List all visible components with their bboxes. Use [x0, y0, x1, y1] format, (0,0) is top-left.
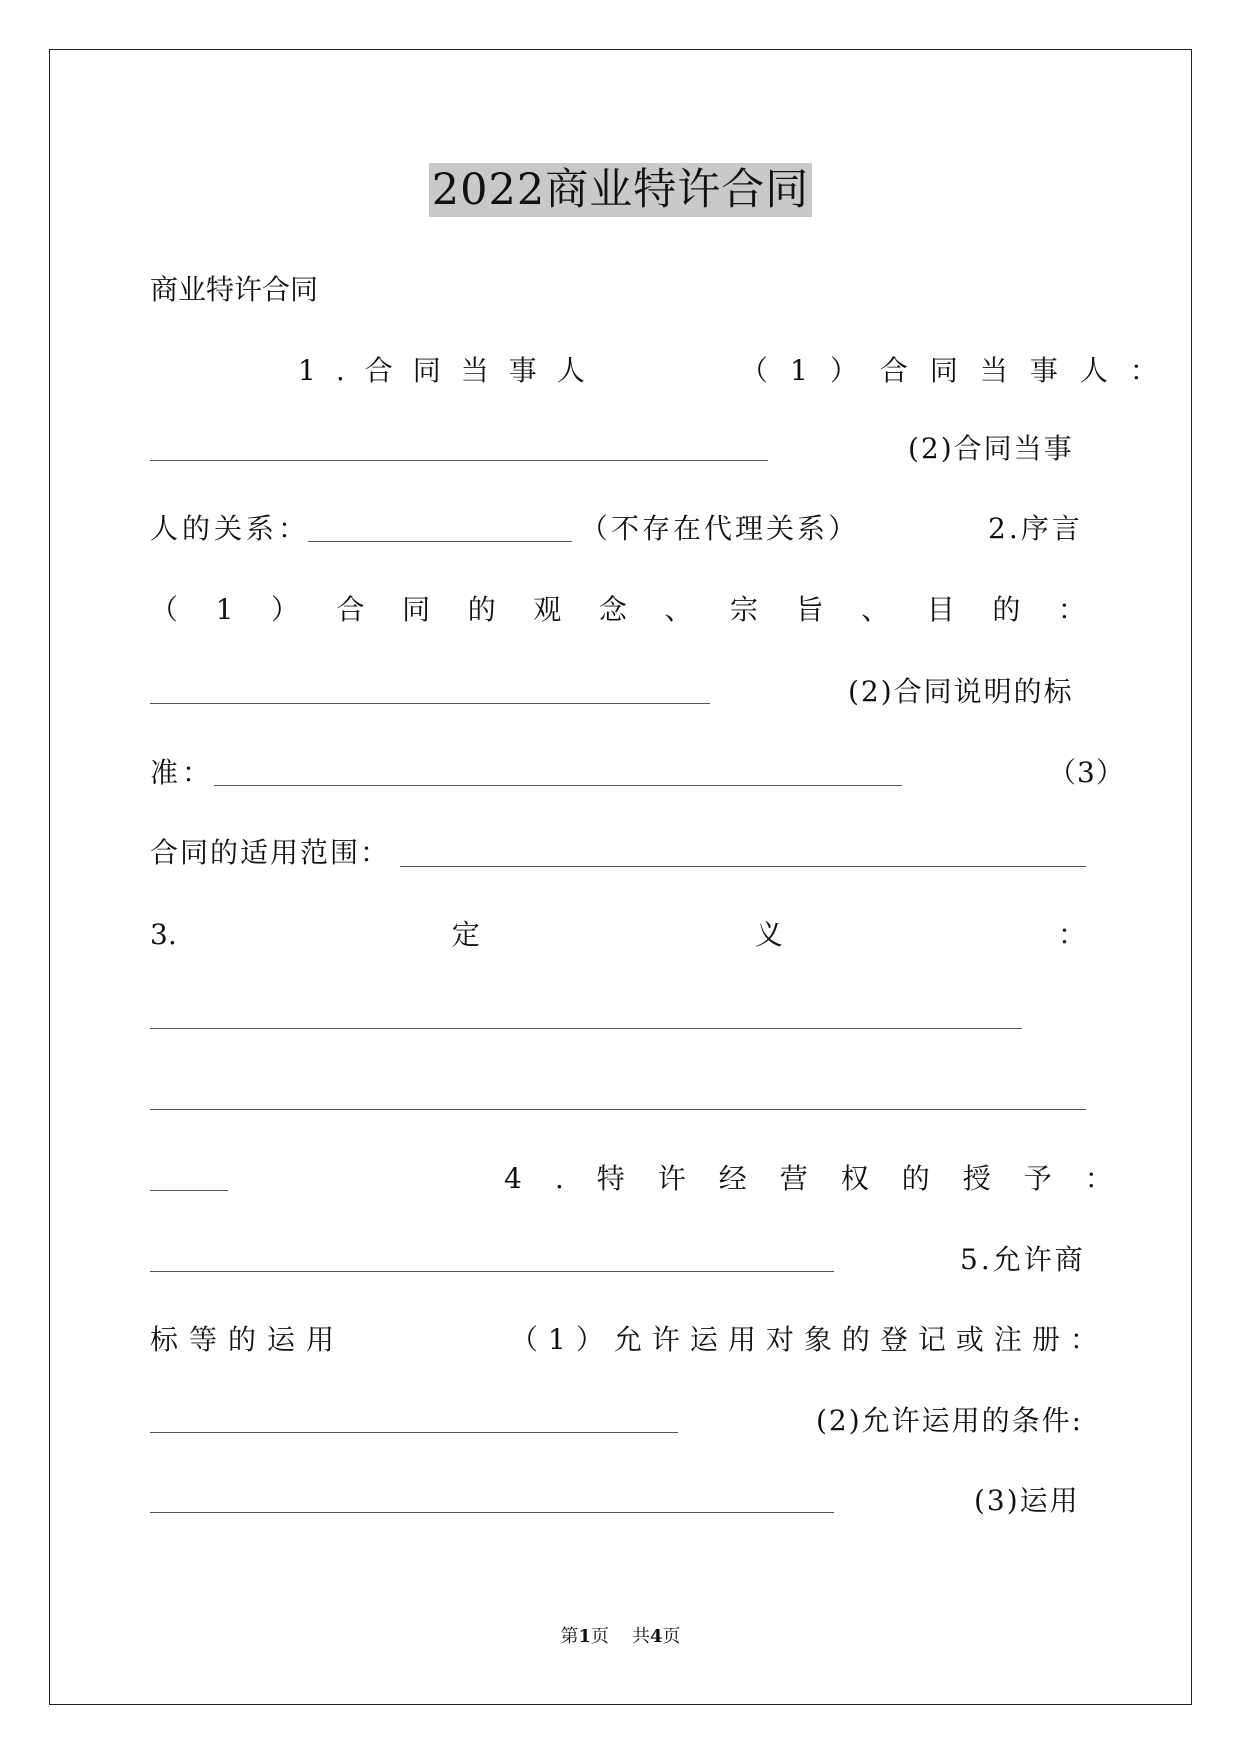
section-2-3-label: （3）: [1048, 756, 1125, 789]
section-5-3-label: (3)运用: [974, 1484, 1080, 1517]
blank-line: [150, 1432, 678, 1433]
section-5-label: 5.允许商: [960, 1243, 1086, 1276]
agency-note: （不存在代理关系）: [580, 512, 860, 545]
blank-line: [150, 1190, 228, 1191]
section-1-label: 1.合同当事人: [298, 354, 605, 387]
blank-line: [150, 1028, 1022, 1029]
section-5-2-label: (2)允许运用的条件:: [816, 1404, 1084, 1437]
section-5-continued: 标等的运用: [150, 1323, 346, 1356]
section-2-1-label: （ 1 ） 合 同 的 观 念 、 宗 旨 、 目 的 ：: [150, 593, 1086, 626]
document-title: 2022商业特许合同: [0, 156, 1241, 217]
section-1-1-label: （1）合同当事人：: [740, 354, 1180, 387]
section-2-2-continued: 准：: [150, 756, 215, 789]
section-4-label: 4.特许经营权的授予：: [504, 1162, 1146, 1195]
blank-line: [150, 1109, 1086, 1110]
section-3-label: 3. 定 义 ：: [150, 918, 1086, 951]
document-heading: 商业特许合同: [150, 273, 319, 306]
blank-line: [400, 866, 1086, 867]
page-footer: 第1页 共4页: [560, 1626, 681, 1647]
blank-line: [150, 1271, 834, 1272]
blank-line: [150, 703, 710, 704]
section-5-1-label: （1）允许运用对象的登记或注册：: [510, 1323, 1108, 1356]
section-1-2-continued: 人的关系：: [150, 512, 311, 545]
section-2-label: 2.序言: [988, 512, 1083, 545]
section-1-2-label: (2)合同当事: [908, 432, 1074, 465]
blank-line: [150, 1512, 834, 1513]
section-2-3-continued: 合同的适用范围：: [150, 836, 391, 869]
blank-line: [308, 541, 572, 542]
section-2-2-label: (2)合同说明的标: [848, 675, 1074, 708]
blank-line: [214, 785, 902, 786]
blank-line: [150, 460, 768, 461]
